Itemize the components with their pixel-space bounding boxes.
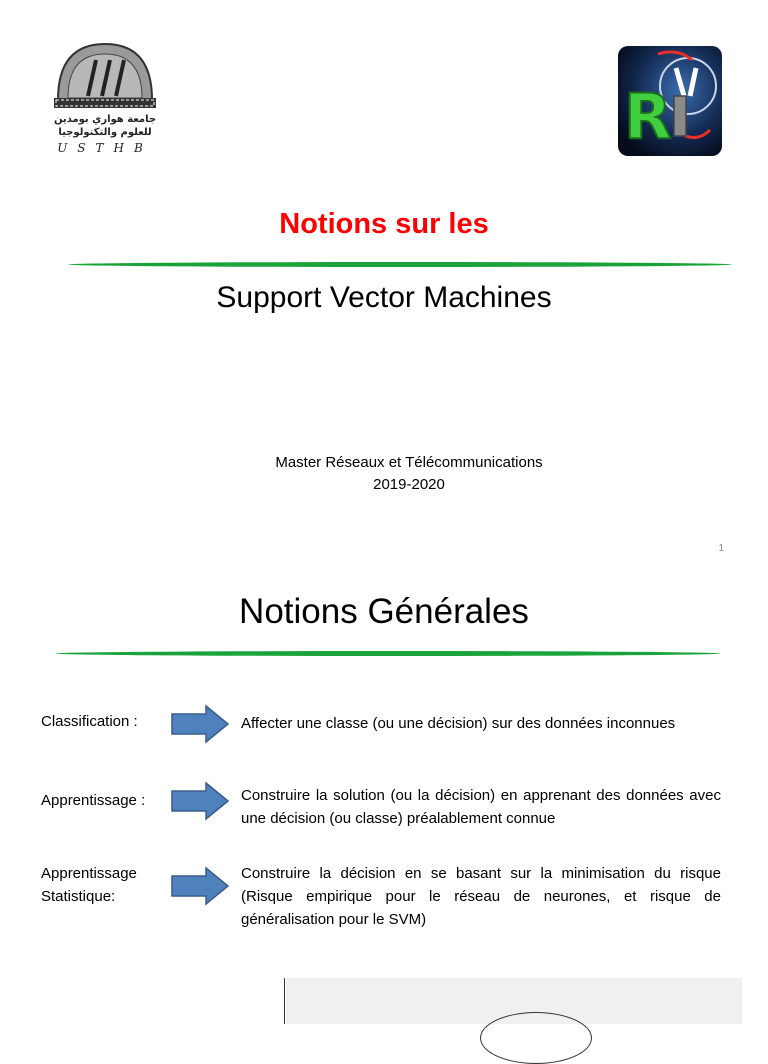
usthb-emblem-icon [44,38,166,156]
title-divider [56,651,720,656]
slide-subtitle: Support Vector Machines [216,281,552,314]
rt-department-icon [618,46,722,156]
slide-title: Notions sur les [279,208,489,240]
academic-year: 2019-2020 [373,476,445,493]
usthb-logo [44,38,166,156]
svg-text:للعلوم والتكنولوجيا: للعلوم والتكنولوجيا [58,127,152,138]
course-info [0,452,768,496]
ellipse-shape [480,1012,592,1064]
svg-text:R: R [624,80,672,153]
slide-edge [284,978,285,1024]
title-divider [68,262,732,267]
svg-text:USTHB: USTHB [57,141,153,155]
right-arrow-icon [170,781,230,821]
course-name: Master Réseaux et Télécommunications [275,454,543,471]
page-number: 1 [718,543,724,554]
slide-title: Notions Générales [239,592,529,631]
definition-term: Apprentissage : [41,792,146,809]
definition-term: Classification : [41,713,138,730]
right-arrow-icon [170,866,230,906]
rt-logo [618,46,722,156]
svg-text:جامعة هواري بومدين: جامعة هواري بومدين [53,114,157,125]
definition-term: Apprentissage Statistique: [41,865,137,905]
definition-description: Affecter une classe (ou une décision) sur des données inconnues [241,715,676,732]
right-arrow-icon [170,704,230,744]
definition-description: Construire la décision en se basant sur la minimisation du risque (Risque empirique pour le réseau de neurones, et risque de généralisation pour le SVM) [241,865,721,928]
definition-description: Construire la solution (ou la décision) en apprenant des données avec une décision (ou classe) préalablement connue [241,787,721,827]
